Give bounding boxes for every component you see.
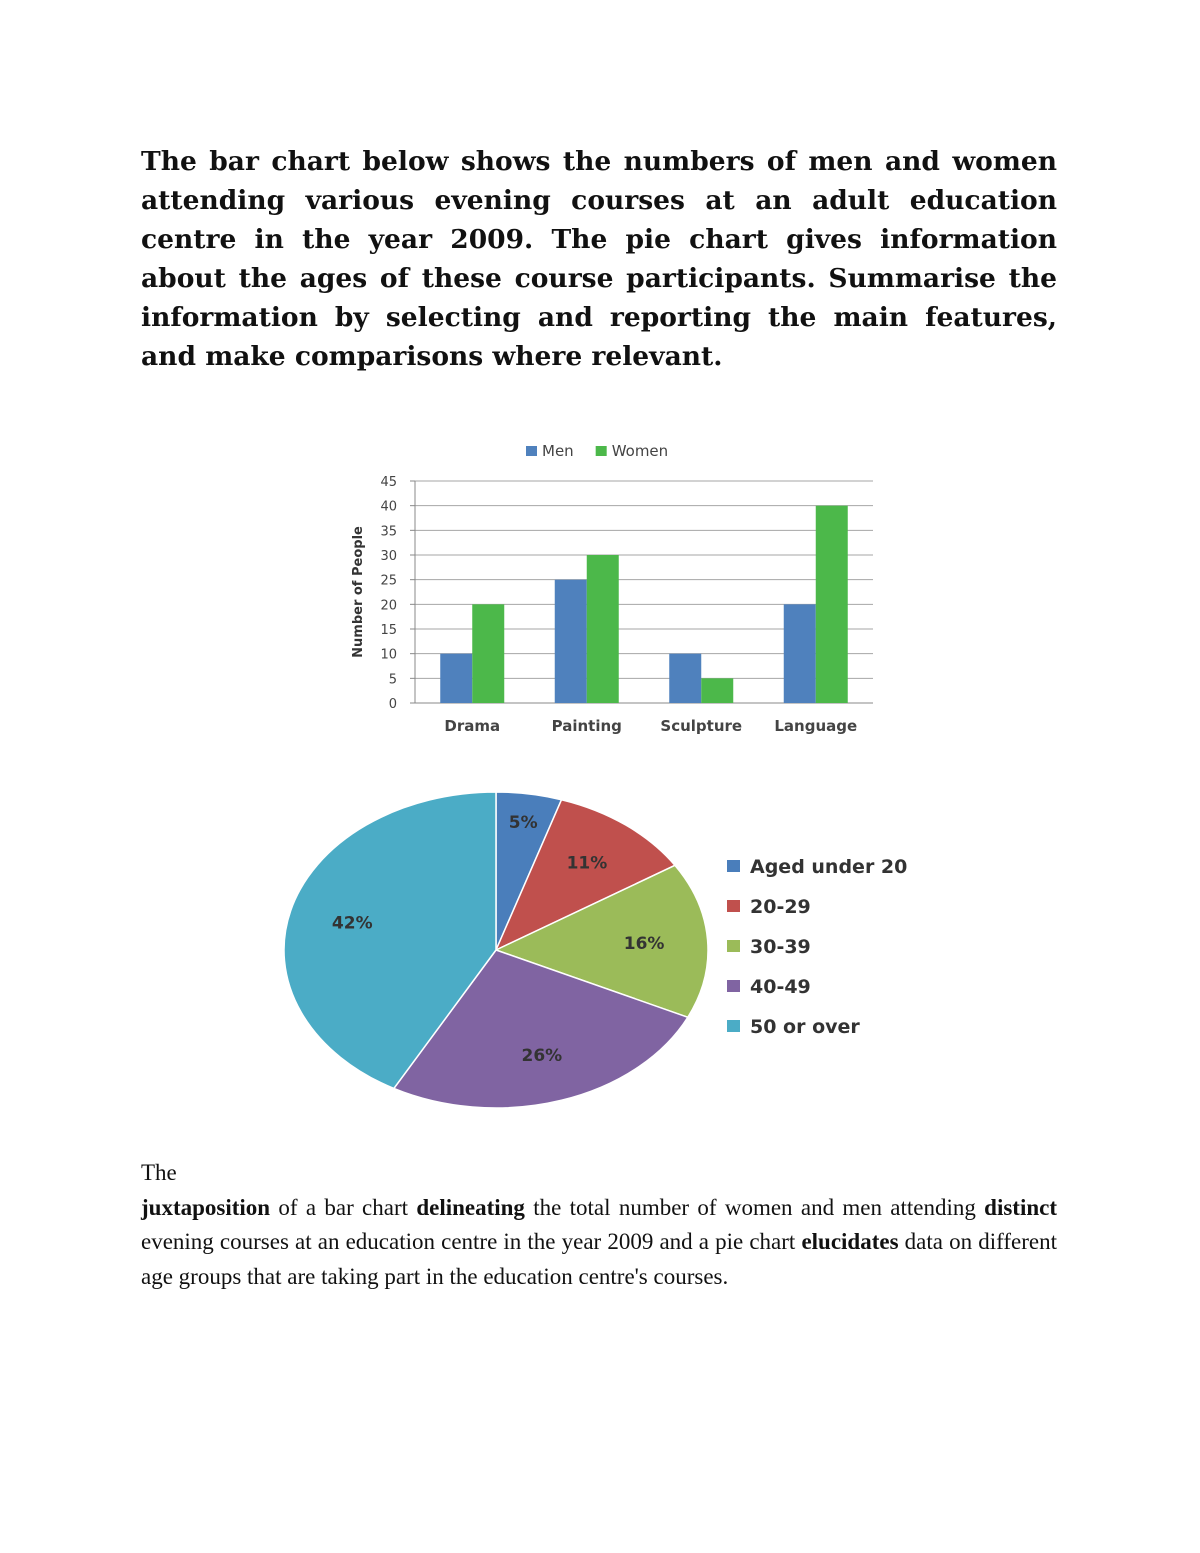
pie-legend-label-30-39: 30-39 <box>750 936 811 958</box>
response-first-word: The <box>141 1160 177 1185</box>
pie-chart <box>200 790 1005 1145</box>
x-tick-label-language: Language <box>774 717 858 735</box>
x-tick-label-sculpture: Sculpture <box>660 717 743 735</box>
bar-men-language <box>784 604 816 703</box>
x-tick-label-drama: Drama <box>444 717 501 735</box>
bar-women-painting <box>587 555 619 703</box>
y-tick-label: 20 <box>380 598 397 614</box>
bold-term: delineating <box>416 1194 525 1220</box>
y-tick-label: 45 <box>380 475 397 490</box>
pie-legend-swatch-30-39 <box>727 940 740 952</box>
bar-men-drama <box>440 654 472 703</box>
bold-term: distinct <box>984 1194 1058 1220</box>
x-tick-label-painting: Painting <box>551 717 622 735</box>
pie-legend-swatch-aged-under-20 <box>727 860 740 872</box>
bar-men-sculpture <box>669 654 701 703</box>
response-text: the total number of women and men attending <box>524 1194 985 1220</box>
bar-men-painting <box>555 580 587 703</box>
y-tick-label: 0 <box>388 697 397 712</box>
pie-legend-swatch-50-or-over <box>727 1020 740 1032</box>
legend-label-women: Women <box>611 442 669 460</box>
pie-value-label-30-39: 16% <box>623 934 665 955</box>
y-tick-label: 35 <box>380 524 397 540</box>
y-tick-label: 40 <box>380 499 397 515</box>
bar-women-sculpture <box>701 678 733 703</box>
response-body <box>141 1195 1057 1289</box>
pie-legend-swatch-40-49 <box>727 980 740 992</box>
pie-value-label-aged-under-20: 5% <box>508 813 538 834</box>
pie-legend-label-20-29: 20-29 <box>750 896 811 918</box>
pie-legend-swatch-20-29 <box>727 900 740 912</box>
y-tick-label: 15 <box>380 623 397 638</box>
legend-swatch-women <box>596 446 607 456</box>
response-paragraph <box>141 1156 1057 1294</box>
legend-label-men: Men <box>542 442 574 460</box>
response-text: evening courses at an education centre in the year 2009 and a pie chart <box>141 1229 802 1254</box>
pie-legend-label-50-or-over: 50 or over <box>750 1016 860 1038</box>
y-tick-label: 5 <box>388 672 397 688</box>
bold-term: elucidates <box>801 1229 899 1254</box>
legend-swatch-men <box>526 446 537 456</box>
response-text: of a bar chart <box>270 1194 417 1220</box>
pie-legend-label-aged-under-20: Aged under 20 <box>750 856 908 878</box>
bar-women-language <box>816 506 848 703</box>
pie-value-label-40-49: 26% <box>521 1046 563 1067</box>
response-text: data on different age groups that are taking part in the education centre's courses. <box>141 1229 1057 1289</box>
pie-legend-label-40-49: 40-49 <box>750 976 811 998</box>
pie-value-label-20-29: 11% <box>566 853 608 874</box>
charts-figure <box>200 390 1005 1145</box>
bar-chart <box>200 390 1005 760</box>
y-tick-label: 10 <box>380 647 397 663</box>
task-prompt: The bar chart below shows the numbers of men and women attending various evening courses at an adult education centre in the year 2009. The pie chart gives information about the ages of these course participants. Summarise the information by selecting and reporting the main features, and make comparisons where relevant. <box>141 146 1057 372</box>
bar-women-drama <box>472 604 504 703</box>
y-tick-label: 25 <box>380 573 397 589</box>
bold-term: juxtaposition <box>141 1194 271 1220</box>
pie-value-label-50-or-over: 42% <box>331 913 373 934</box>
y-axis-label: Number of People <box>351 526 366 658</box>
y-tick-label: 30 <box>380 549 397 564</box>
